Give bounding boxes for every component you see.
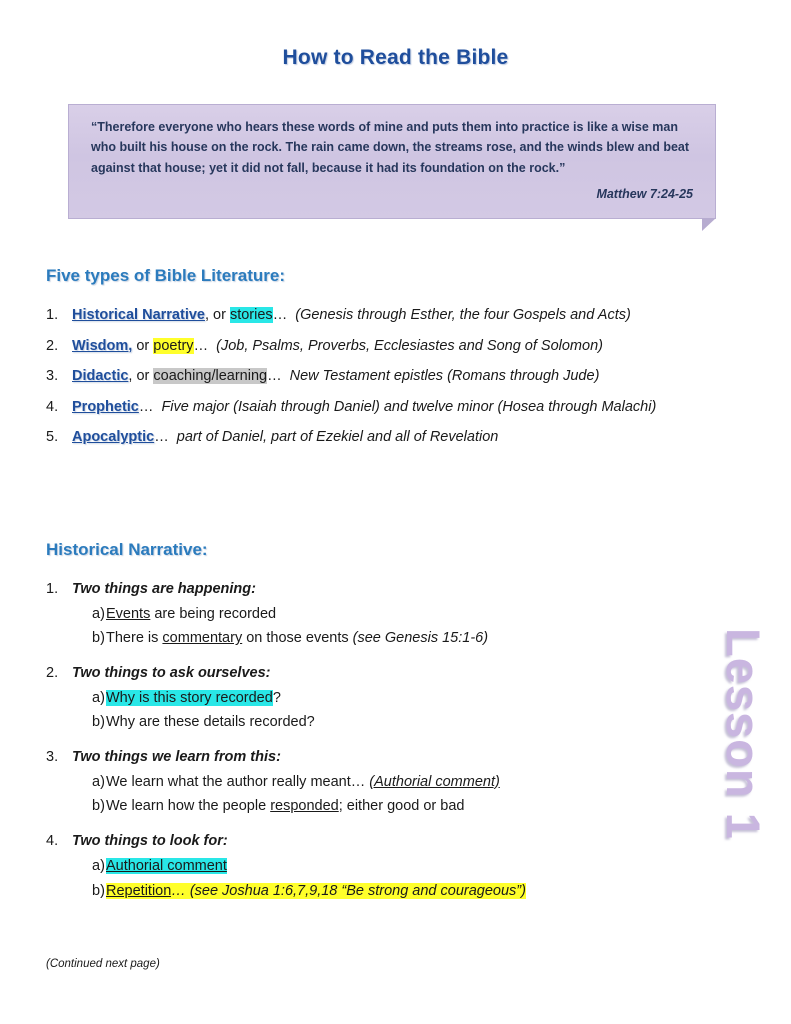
reference-note: (see Genesis 15:1-6) xyxy=(352,630,489,647)
sub-list-item xyxy=(72,688,756,710)
sub-label: b) xyxy=(92,714,105,731)
list-item xyxy=(46,580,756,662)
sub-list-item xyxy=(72,604,756,626)
ellipsis: … xyxy=(154,429,169,446)
sub-label: a) xyxy=(92,773,105,790)
underlined-term: responded xyxy=(270,798,339,815)
literature-type-term: Didactic xyxy=(72,368,129,385)
highlighted-word: coaching/learning xyxy=(153,368,268,385)
reference-note: … (see Joshua 1:6,7,9,18 “Be strong and courageous”) xyxy=(171,882,526,899)
footer-note: (Continued next page) xyxy=(46,958,160,970)
sub-list-item xyxy=(72,881,756,903)
historical-list xyxy=(46,580,756,916)
list-number: 2. xyxy=(46,665,59,682)
sub-label: a) xyxy=(92,605,105,622)
literature-type-term: Prophetic xyxy=(72,398,139,415)
detail-text: (Job, Psalms, Proverbs, Ecclesiastes and Song of Solomon) xyxy=(216,337,603,354)
sub-text-lead: We learn how the people xyxy=(106,798,271,815)
list-text xyxy=(72,398,756,418)
underlined-term: commentary xyxy=(162,630,243,647)
page-fold-decoration xyxy=(702,218,716,231)
sub-text-tail: on those events xyxy=(242,630,353,647)
ellipsis: … xyxy=(272,307,288,323)
sub-text xyxy=(106,772,756,794)
sub-list-item xyxy=(72,628,756,650)
connector-text: , or xyxy=(128,368,154,385)
sub-list xyxy=(72,688,756,735)
list-number: 4. xyxy=(46,833,59,850)
sub-list xyxy=(72,772,756,819)
list-item xyxy=(46,367,756,387)
highlighted-phrase: Repetition xyxy=(106,882,172,899)
sub-label: b) xyxy=(92,630,105,647)
connector-text: , or xyxy=(204,307,230,323)
list-item xyxy=(46,748,756,830)
list-item xyxy=(46,428,756,448)
list-text xyxy=(72,337,756,357)
lesson-marker xyxy=(713,628,777,948)
list-number: 1. xyxy=(46,581,59,597)
list-number: 1. xyxy=(46,307,59,323)
list-item xyxy=(46,664,756,746)
quote-attribution: Matthew 7:24-25 xyxy=(596,186,693,201)
sub-list-item xyxy=(72,772,756,794)
ellipsis: … xyxy=(138,398,154,415)
list-heading: Two things we learn from this: xyxy=(72,749,281,766)
highlighted-phrase: Why is this story recorded xyxy=(106,689,273,706)
lesson-marker-text: Lesson 1 xyxy=(717,628,770,840)
highlighted-word: stories xyxy=(229,307,273,323)
sub-list-item xyxy=(72,856,756,878)
authorial-comment-note: (Authorial comment) xyxy=(369,773,500,790)
sub-label: b) xyxy=(92,882,105,899)
connector-text: or xyxy=(132,337,154,354)
sub-label: b) xyxy=(92,798,105,815)
list-number: 5. xyxy=(46,429,59,446)
highlighted-word: poetry xyxy=(153,337,194,354)
list-number: 2. xyxy=(46,337,59,354)
list-text xyxy=(72,428,756,448)
ellipsis: … xyxy=(193,337,209,354)
list-item xyxy=(46,337,756,357)
detail-text: New Testament epistles (Romans through Jude) xyxy=(289,368,600,385)
sub-list-item xyxy=(72,796,756,818)
sub-text xyxy=(106,796,756,818)
scripture-quote-box xyxy=(68,104,716,219)
sub-text-tail: ? xyxy=(272,689,281,706)
sub-list xyxy=(72,856,756,903)
sub-text xyxy=(106,881,756,903)
sub-text xyxy=(106,856,756,878)
list-heading: Two things to look for: xyxy=(72,833,228,850)
literature-type-term: Historical Narrative xyxy=(72,307,205,323)
literature-type-term: Wisdom, xyxy=(72,337,133,354)
section-heading-historical: Historical Narrative: xyxy=(46,540,208,559)
list-item xyxy=(46,832,756,914)
sub-text xyxy=(106,628,756,650)
list-number: 3. xyxy=(46,368,59,385)
list-item xyxy=(46,306,756,326)
list-number: 3. xyxy=(46,749,59,766)
list-heading: Two things to ask ourselves: xyxy=(72,665,271,682)
sub-label: a) xyxy=(92,857,105,874)
detail-text: (Genesis through Esther, the four Gospels and Acts) xyxy=(295,307,631,323)
list-number: 4. xyxy=(46,398,59,415)
list-text xyxy=(72,367,756,387)
literature-type-term: Apocalyptic xyxy=(72,429,155,446)
sub-text xyxy=(106,604,756,626)
sub-list-item xyxy=(72,712,756,734)
ellipsis: … xyxy=(267,368,282,385)
detail-text: part of Daniel, part of Ezekiel and all of Revelation xyxy=(176,429,499,446)
highlighted-phrase: Authorial comment xyxy=(106,857,227,874)
sub-text-tail: are being recorded xyxy=(150,605,277,622)
list-text xyxy=(72,306,756,326)
sub-text-tail: ; either good or bad xyxy=(338,798,465,815)
sub-list xyxy=(72,604,756,651)
sub-text xyxy=(106,688,756,710)
sub-text-lead: There is xyxy=(106,630,163,647)
underlined-term: Events xyxy=(106,605,151,622)
list-heading: Two things are happening: xyxy=(72,581,256,597)
types-list xyxy=(46,306,756,459)
sub-text: Why are these details recorded? xyxy=(106,714,315,731)
detail-text: Five major (Isaiah through Daniel) and twelve minor (Hosea through Malachi) xyxy=(161,398,657,415)
section-heading-types: Five types of Bible Literature: xyxy=(46,266,285,285)
page-title: How to Read the Bible xyxy=(282,46,509,69)
sub-label: a) xyxy=(92,689,105,706)
sub-text-lead: We learn what the author really meant… xyxy=(106,773,370,790)
quote-text: “Therefore everyone who hears these words of mine and puts them into practice is like a wise man who built his house on the rock. The rain came down, the streams rose, and the winds blew and beat against that house; yet it did not fall, because it had its foundation on the rock.” xyxy=(91,120,690,175)
list-item xyxy=(46,398,756,418)
